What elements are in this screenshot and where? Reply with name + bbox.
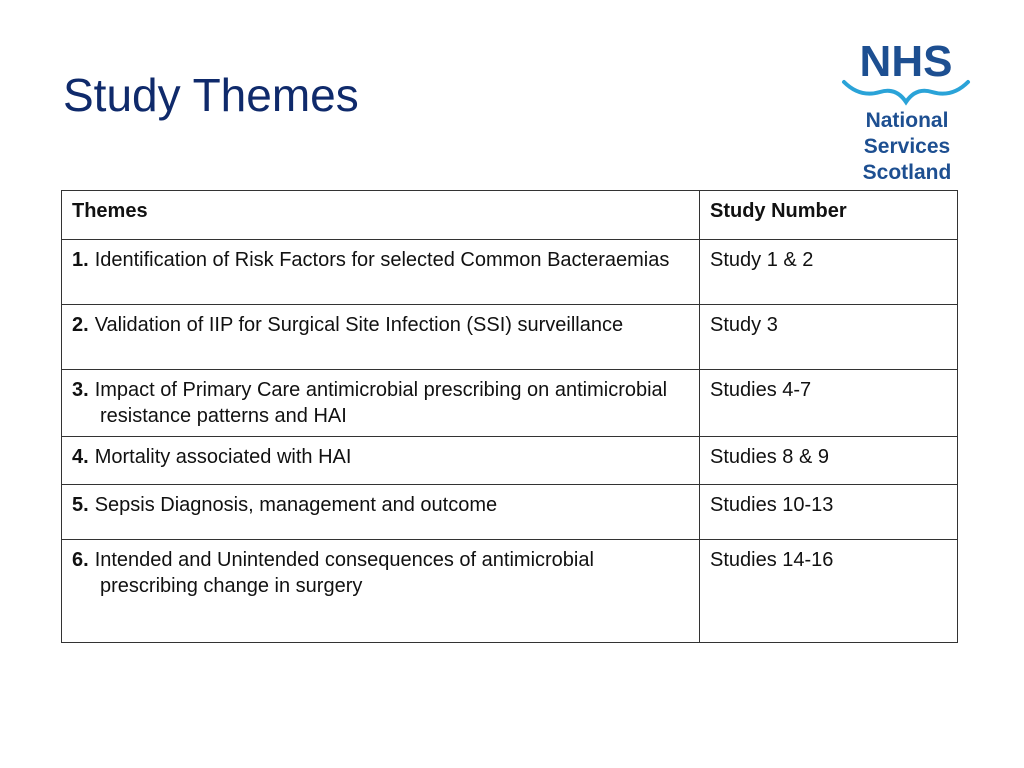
study-cell: Studies 8 & 9 [700,437,958,485]
logo-line-1: National [865,109,949,132]
study-cell: Studies 4-7 [700,370,958,437]
logo-brand-text: NHS [859,38,953,86]
nhs-logo-mark [840,38,972,108]
theme-number: 4. [72,446,89,468]
table-row [62,370,958,437]
table-row [62,540,958,643]
study-cell: Studies 14-16 [700,540,958,643]
theme-cell [62,437,700,485]
table-row [62,485,958,540]
theme-cell [62,240,700,305]
logo-org-name [844,108,970,186]
theme-cell [62,540,700,643]
theme-number: 6. [72,549,89,571]
nhs-logo [840,38,972,186]
logo-line-2: Services [863,135,951,158]
theme-number: 3. [72,379,89,401]
table-row [62,305,958,370]
logo-line-3: Scotland [862,161,952,184]
theme-text: Impact of Primary Care antimicrobial prescribing on antimicrobial resistance patterns and HAI [94,379,668,427]
study-themes-table [61,190,958,643]
theme-text: Mortality associated with HAI [94,446,352,468]
theme-number: 1. [72,249,89,271]
table-header-row [62,191,958,240]
theme-text: Identification of Risk Factors for selected Common Bacteraemias [94,249,670,271]
table-row [62,437,958,485]
theme-number: 2. [72,314,89,336]
theme-number: 5. [72,494,89,516]
theme-cell [62,485,700,540]
study-cell: Study 3 [700,305,958,370]
study-cell: Study 1 & 2 [700,240,958,305]
study-cell: Studies 10-13 [700,485,958,540]
header-themes: Themes [62,191,700,240]
table-row [62,240,958,305]
theme-cell [62,305,700,370]
header-study-number: Study Number [700,191,958,240]
theme-cell [62,370,700,437]
theme-text: Intended and Unintended consequences of antimicrobial prescribing change in surgery [94,549,594,597]
page-title: Study Themes [63,69,359,121]
theme-text: Sepsis Diagnosis, management and outcome [94,494,498,516]
theme-text: Validation of IIP for Surgical Site Infection (SSI) surveillance [94,314,624,336]
